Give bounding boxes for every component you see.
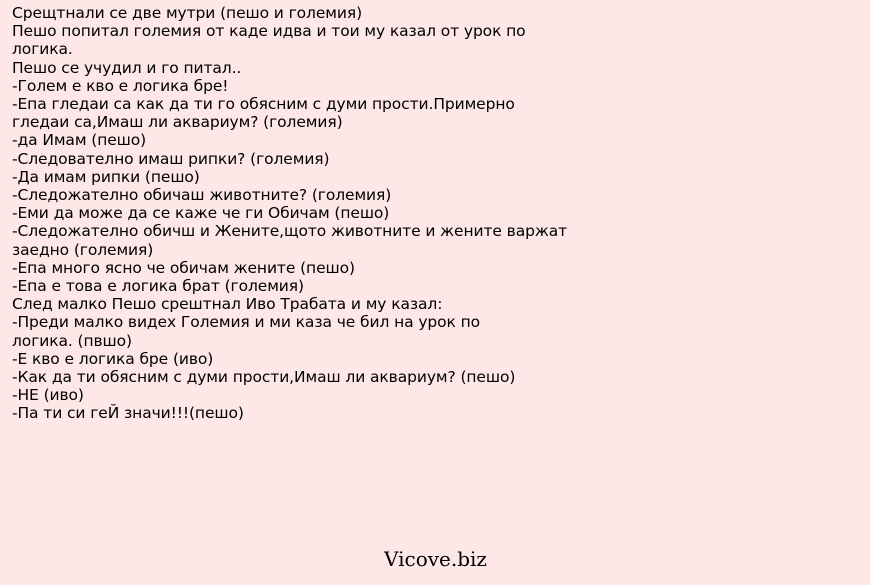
joke-line: -Епа е това е логика брат (големия) — [12, 277, 304, 296]
joke-line: -Еми да може да се каже че ги Обичам (пешо) — [12, 204, 390, 223]
joke-text — [12, 4, 568, 423]
joke-line: -Епа гледаи са как да ти го обясним с думи прости.Примерно — [12, 95, 515, 114]
joke-line: -Па ти си геЙ значи!!!(пешо) — [12, 404, 244, 423]
joke-line: -Как да ти обясним с думи прости,Имаш ли аквариум? (пешо) — [12, 368, 516, 387]
joke-line: -Следожателно обичаш животните? (големия) — [12, 186, 392, 205]
joke-line: -да Имам (пешо) — [12, 131, 147, 150]
joke-line: -Епа много ясно че обичам жените (пешо) — [12, 258, 355, 277]
joke-line: -НЕ (иво) — [12, 386, 84, 405]
joke-line: -Преди малко видех Големия и ми каза че бил на урок по — [12, 313, 481, 332]
joke-line: След малко Пешо срештнал Иво Трабата и му казал: — [12, 295, 443, 314]
joke-line: логика. (пвшо) — [12, 331, 132, 350]
joke-line: Срещтнали се две мутри (пешо и големия) — [12, 4, 363, 22]
joke-line: гледаи са,Имаш ли аквариум? (големия) — [12, 113, 343, 132]
joke-line: -Следожателно обичш и Жените,щото животните и жените варжат — [12, 222, 568, 241]
joke-line: -Следователно имаш рипки? (големия) — [12, 149, 330, 168]
joke-line: -Голем е кво е логика бре! — [12, 76, 229, 95]
joke-line: Пешо се учудил и го питал.. — [12, 58, 242, 77]
joke-line: -Е кво е логика бре (иво) — [12, 349, 214, 368]
site-watermark: Vicove.biz — [384, 547, 487, 571]
joke-line: -Да имам рипки (пешо) — [12, 167, 200, 186]
joke-line: логика. — [12, 40, 73, 59]
joke-line: заедно (големия) — [12, 240, 154, 259]
joke-line: Пешо попитал големия от каде идва и тои му казал от урок по — [12, 22, 526, 41]
